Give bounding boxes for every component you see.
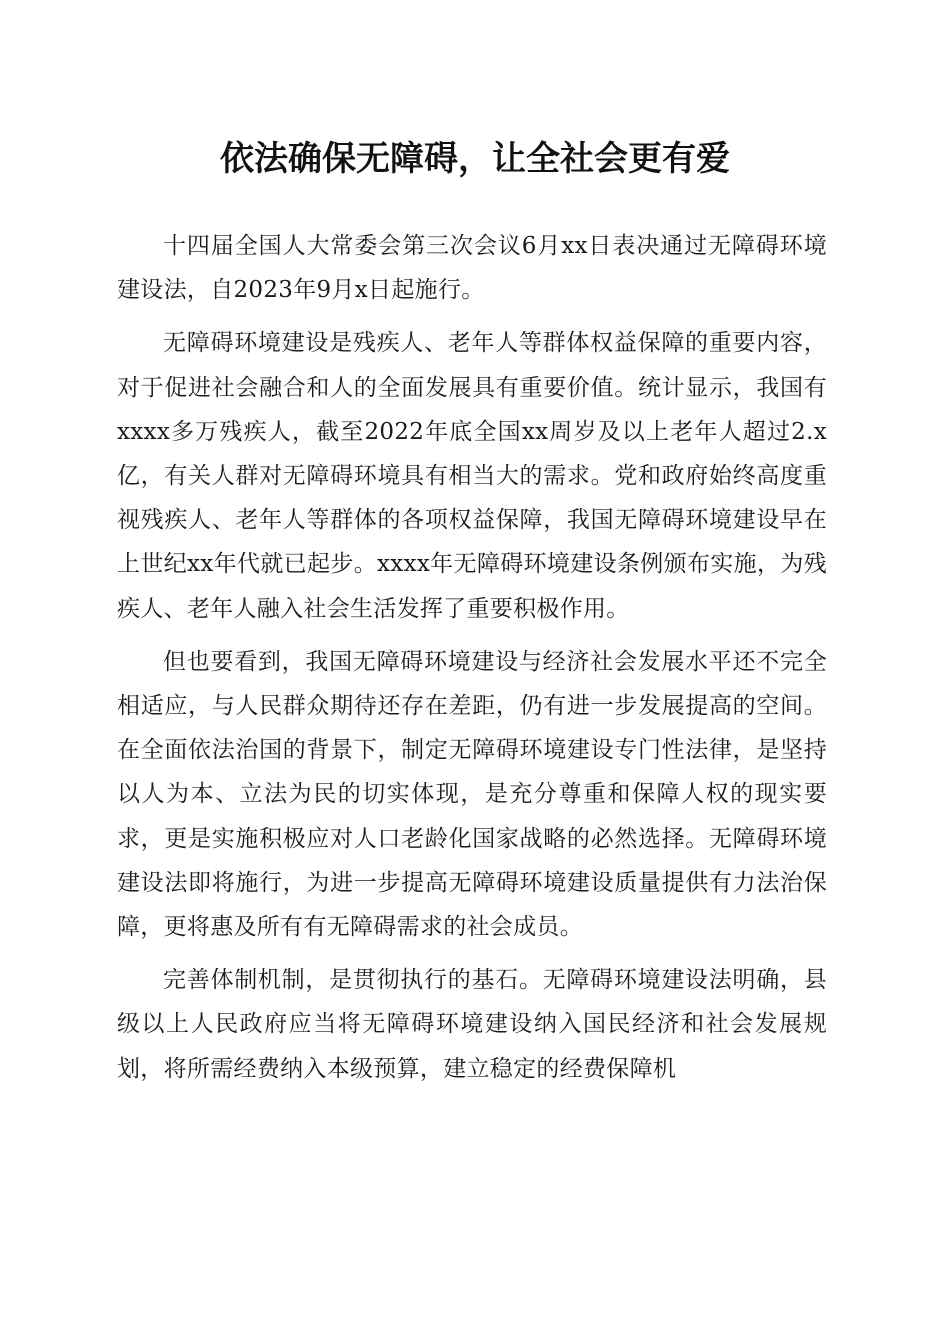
paragraph: 但也要看到，我国无障碍环境建设与经济社会发展水平还不完全相适应，与人民群众期待还存在差距，仍有进一步发展提高的空间。在全面依法治国的背景下，制定无障碍环境建设专门性法律，是坚持以人为本、立法为民的切实体现，是充分尊重和保障人权的现实要求，更是实施积极应对人口老龄化国家战略的必然选择。无障碍环境建设法即将施行，为进一步提高无障碍环境建设质量提供有力法治保障，更将惠及所有有无障碍需求的社会成员。 [117, 648, 827, 941]
document-body [117, 224, 827, 1100]
paragraph: 完善体制机制，是贯彻执行的基石。无障碍环境建设法明确，县级以上人民政府应当将无障碍环境建设纳入国民经济和社会发展规划，将所需经费纳入本级预算，建立稳定的经费保障机 [117, 967, 827, 1082]
paragraph: 无障碍环境建设是残疾人、老年人等群体权益保障的重要内容，对于促进社会融合和人的全面发展具有重要价值。统计显示，我国有xxxx多万残疾人，截至2022年底全国xx周岁及以上老年人超过2.x亿，有关人群对无障碍环境具有相当大的需求。党和政府始终高度重视残疾人、老年人等群体的各项权益保障，我国无障碍环境建设早在上世纪xx年代就已起步。xxxx年无障碍环境建设条例颁布实施，为残疾人、老年人融入社会生活发挥了重要积极作用。 [117, 330, 827, 622]
paragraph: 十四届全国人大常委会第三次会议6月xx日表决通过无障碍环境建设法，自2023年9月x日起施行。 [117, 233, 827, 304]
document-title: 依法确保无障碍，让全社会更有爱 [220, 139, 730, 179]
